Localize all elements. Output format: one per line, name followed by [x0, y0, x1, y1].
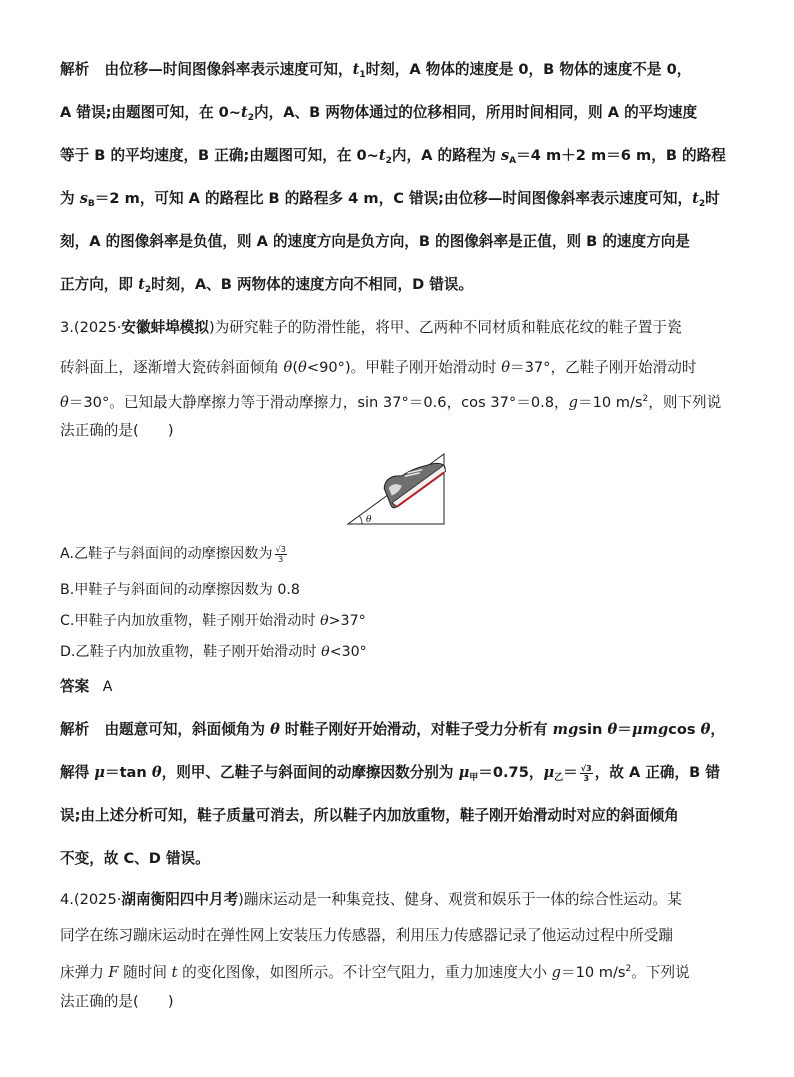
fraction: $\frac{√3}{3}$ [275, 544, 286, 564]
question-line: 同学在练习蹦床运动时在弹性网上安装压力传感器，利用压力传感器记录了他运动过程中所受蹦 [60, 927, 673, 944]
question-line: 砖斜面上，逐渐增大瓷砖斜面倾角 θ(θ<90°)。甲鞋子刚开始滑动时 θ＝37°，乙鞋子刚开始滑动时 [60, 359, 697, 376]
explanation-line: 为 $s_B=2$ m，可知 A 的路程比 B 的路程多 4 m，C 错误;由位移—时间图像斜率表示速度可知，$t_2$时 [60, 190, 720, 209]
explanation-line: 解得 μ＝tan θ，则甲、乙鞋子与斜面间的动摩擦因数分别为 $\mu_甲=0.75$，$\mu_乙=$ $\frac{√3}{3}$ ，故 A 正确，B 错 [60, 763, 720, 783]
explanation-line: 误;由上述分析可知，鞋子质量可消去，所以鞋子内加放重物，鞋子刚开始滑动时对应的斜面倾角 [60, 807, 679, 824]
question-line: 4.(2025·湖南衡阳四中月考)蹦床运动是一种集竞技、健身、观赏和娱乐于一体的综合性运动。某 [60, 891, 682, 908]
question-source: 安徽蚌埠模拟 [121, 319, 209, 336]
question-number: 3.(2025· [60, 319, 122, 336]
explanation-line: 不变，故 C、D 错误。 [60, 850, 210, 867]
explanation-line: 解析 由题意可知，斜面倾角为 θ 时鞋子刚好开始滑动，对鞋子受力分析有 mgsin θ＝μmgcos θ， [60, 721, 725, 738]
explanation-line: 等于 B 的平均速度，B 正确;由题图可知，在 $0\sim t_2$内，A 的路程为 $s_A=4$ m＋2 m＝6 m，B 的路程 [60, 147, 726, 166]
explanation-line: 正方向，即 $t_2$时刻，A、B 两物体的速度方向不相同，D 错误。 [60, 276, 474, 295]
option-d[interactable]: D.乙鞋子内加放重物，鞋子刚开始滑动时 θ<30° [60, 644, 367, 660]
explanation-line: 刻，A 的图像斜率是负值，则 A 的速度方向是负方向，B 的图像斜率是正值，则 B 的速度方向是 [60, 233, 690, 250]
fraction: $\frac{√3}{3}$ [580, 763, 592, 783]
explanation-label: 解析 [60, 61, 90, 78]
angle-label: θ [366, 515, 372, 525]
incline-figure [340, 448, 450, 530]
question-line: 法正确的是( ) [60, 422, 174, 439]
question-line: 法正确的是( ) [60, 993, 174, 1010]
angle-arc [360, 516, 363, 524]
answer-label: 答案 [60, 678, 90, 695]
shoe-icon [377, 448, 447, 509]
option-b[interactable]: B.甲鞋子与斜面间的动摩擦因数为 0.8 [60, 582, 300, 598]
explanation-line: A 错误;由题图可知，在 $0\sim t_2$内，A、B 两物体通过的位移相同，所用时间相同，则 A 的平均速度 [60, 104, 698, 123]
question-number: 4.(2025· [60, 891, 122, 908]
question-line: 床弹力 F 随时间 t 的变化图像，如图所示。不计空气阻力，重力加速度大小 g＝10 $m/s^2$。下列说 [60, 964, 690, 981]
explanation-line: 解析 由位移—时间图像斜率表示速度可知，$t_1$时刻，A 物体的速度是 0，B 物体的速度不是 0， [60, 61, 692, 80]
question-line: θ＝30°。已知最大静摩擦力等于滑动摩擦力，sin 37°＝0.6，cos 37°＝0.8，g＝10 $m/s^2$，则下列说 [60, 394, 722, 411]
question-source: 湖南衡阳四中月考 [121, 891, 239, 908]
option-c[interactable]: C.甲鞋子内加放重物，鞋子刚开始滑动时 θ>37° [60, 613, 366, 629]
answer-row [60, 677, 112, 697]
question-line: 3.(2025·安徽蚌埠模拟)为研究鞋子的防滑性能，将甲、乙两种不同材质和鞋底花纹的鞋子置于瓷 [60, 319, 682, 336]
option-a[interactable]: A.乙鞋子与斜面间的动摩擦因数为 $\frac{√3}{3}$ [60, 544, 286, 564]
answer-value: A [102, 679, 113, 695]
explanation-label: 解析 [60, 721, 90, 738]
